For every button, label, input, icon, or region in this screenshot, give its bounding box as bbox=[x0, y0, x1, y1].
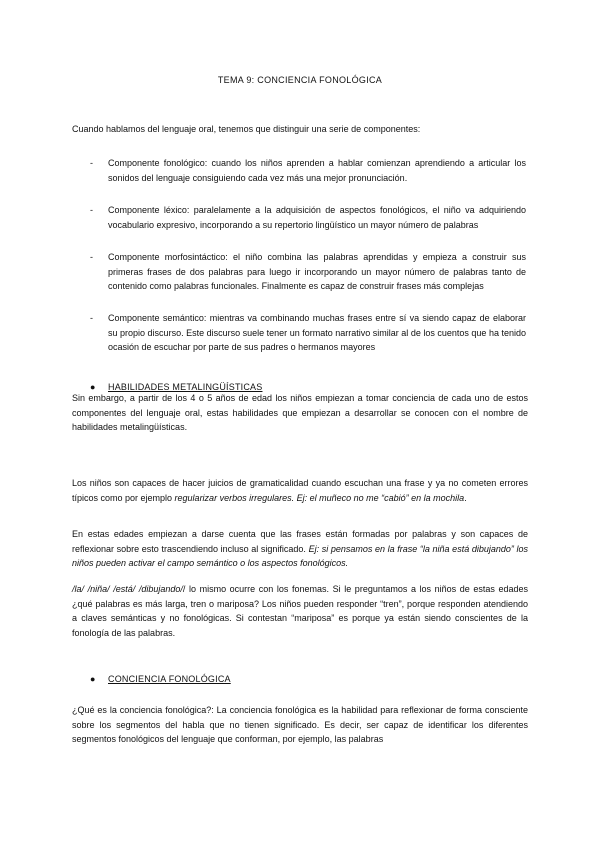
dash-marker: - bbox=[90, 313, 93, 323]
page-title: TEMA 9: CONCIENCIA FONOLÓGICA bbox=[217, 75, 383, 85]
bullet-icon: ● bbox=[90, 674, 96, 684]
bullet-icon: ● bbox=[90, 382, 96, 392]
dash-marker: - bbox=[90, 252, 93, 262]
component-phonological: Componente fonológico: cuando los niños aprenden a hablar comienzan aprendiendo a articular los sonidos del lenguaje consiguiendo cada vez más una mejor pronunciación. bbox=[108, 158, 526, 183]
phoneme-example: /la/ /niña/ /está/ /dibujando/ bbox=[72, 584, 183, 594]
paragraph-grammaticality bbox=[72, 476, 528, 505]
paragraph-words-awareness bbox=[72, 527, 528, 571]
paragraph-text: . bbox=[464, 492, 467, 503]
component-morphosyntactic: Componente morfosintáctico: el niño combina las palabras aprendidas y empieza a construir sus primeras frases de dos palabras para luego ir incorporando un mayor número de palabras tanto de contenido como palabras funcionales. Finalmente es capaz de construir frases más complejas bbox=[108, 252, 526, 291]
paragraph-text: / lo mismo ocurre con los fonemas. Si le preguntamos a los niños de estas edades ¿qué palabras es más larga, tren o mariposa? Los niños pueden responder “tren”, porque responden atendiendo a claves semánticas y no fonológicas. Si contestan “mariposa” es porque ya están siendo conscientes de la fonología de las palabras. bbox=[72, 584, 529, 638]
dash-marker: - bbox=[90, 205, 93, 215]
section-heading-metalinguistic: HABILIDADES METALINGÜÍSTICAS bbox=[108, 382, 263, 392]
example-text: regularizar verbos irregulares. Ej: el muñeco no me “cabió” en la mochila bbox=[174, 492, 465, 503]
paragraph-metalinguistic-intro: Sin embargo, a partir de los 4 o 5 años de edad los niños empiezan a tomar conciencia de cada uno de estos componentes del lenguaje oral, estas habilidades que empiezan a desarrollar se conocen con el nombre de habilidades metalingüísticas. bbox=[72, 393, 528, 432]
paragraph-phonological-awareness-definition: ¿Qué es la conciencia fonológica?: La conciencia fonológica es la habilidad para reflexionar de forma consciente sobre los segmentos del habla que no tienen significado. Es decir, ser capaz de identificar los diferentes segmentos fonológicos del lenguaje que conforman, por ejemplo, las palabras bbox=[72, 705, 528, 744]
component-lexical: Componente léxico: paralelamente a la adquisición de aspectos fonológicos, el niño va adquiriendo vocabulario expresivo, incorporando a su repertorio lingüístico un mayor número de palabras bbox=[108, 205, 526, 230]
paragraph-phonemes bbox=[72, 582, 528, 640]
component-semantic: Componente semántico: mientras va combinando muchas frases entre sí va siendo capaz de elaborar su propio discurso. Este discurso suele tener un formato narrativo similar al de los cuentos que ha tenido ocasión de escuchar por parte de sus padres o hermanos mayores bbox=[108, 313, 526, 352]
paragraph-text: En estas edades empiezan a darse cuenta que las frases están formadas por palabras y son capaces de reflexionar sobre esto trascendiendo incluso al significado. bbox=[72, 529, 528, 554]
example-text: Ej: si pensamos en la frase “la niña está dibujando” los niños pueden activar el campo semántico o los aspectos fonológicos. bbox=[72, 543, 528, 568]
intro-paragraph: Cuando hablamos del lenguaje oral, tenemos que distinguir una serie de componentes: bbox=[72, 124, 421, 134]
section-heading-phonological-awareness: CONCIENCIA FONOLÓGICA bbox=[108, 674, 231, 684]
dash-marker: - bbox=[90, 158, 93, 168]
paragraph-text: Los niños son capaces de hacer juicios de gramaticalidad cuando escuchan una frase y ya no cometen errores típicos como por ejemplo bbox=[72, 478, 528, 503]
